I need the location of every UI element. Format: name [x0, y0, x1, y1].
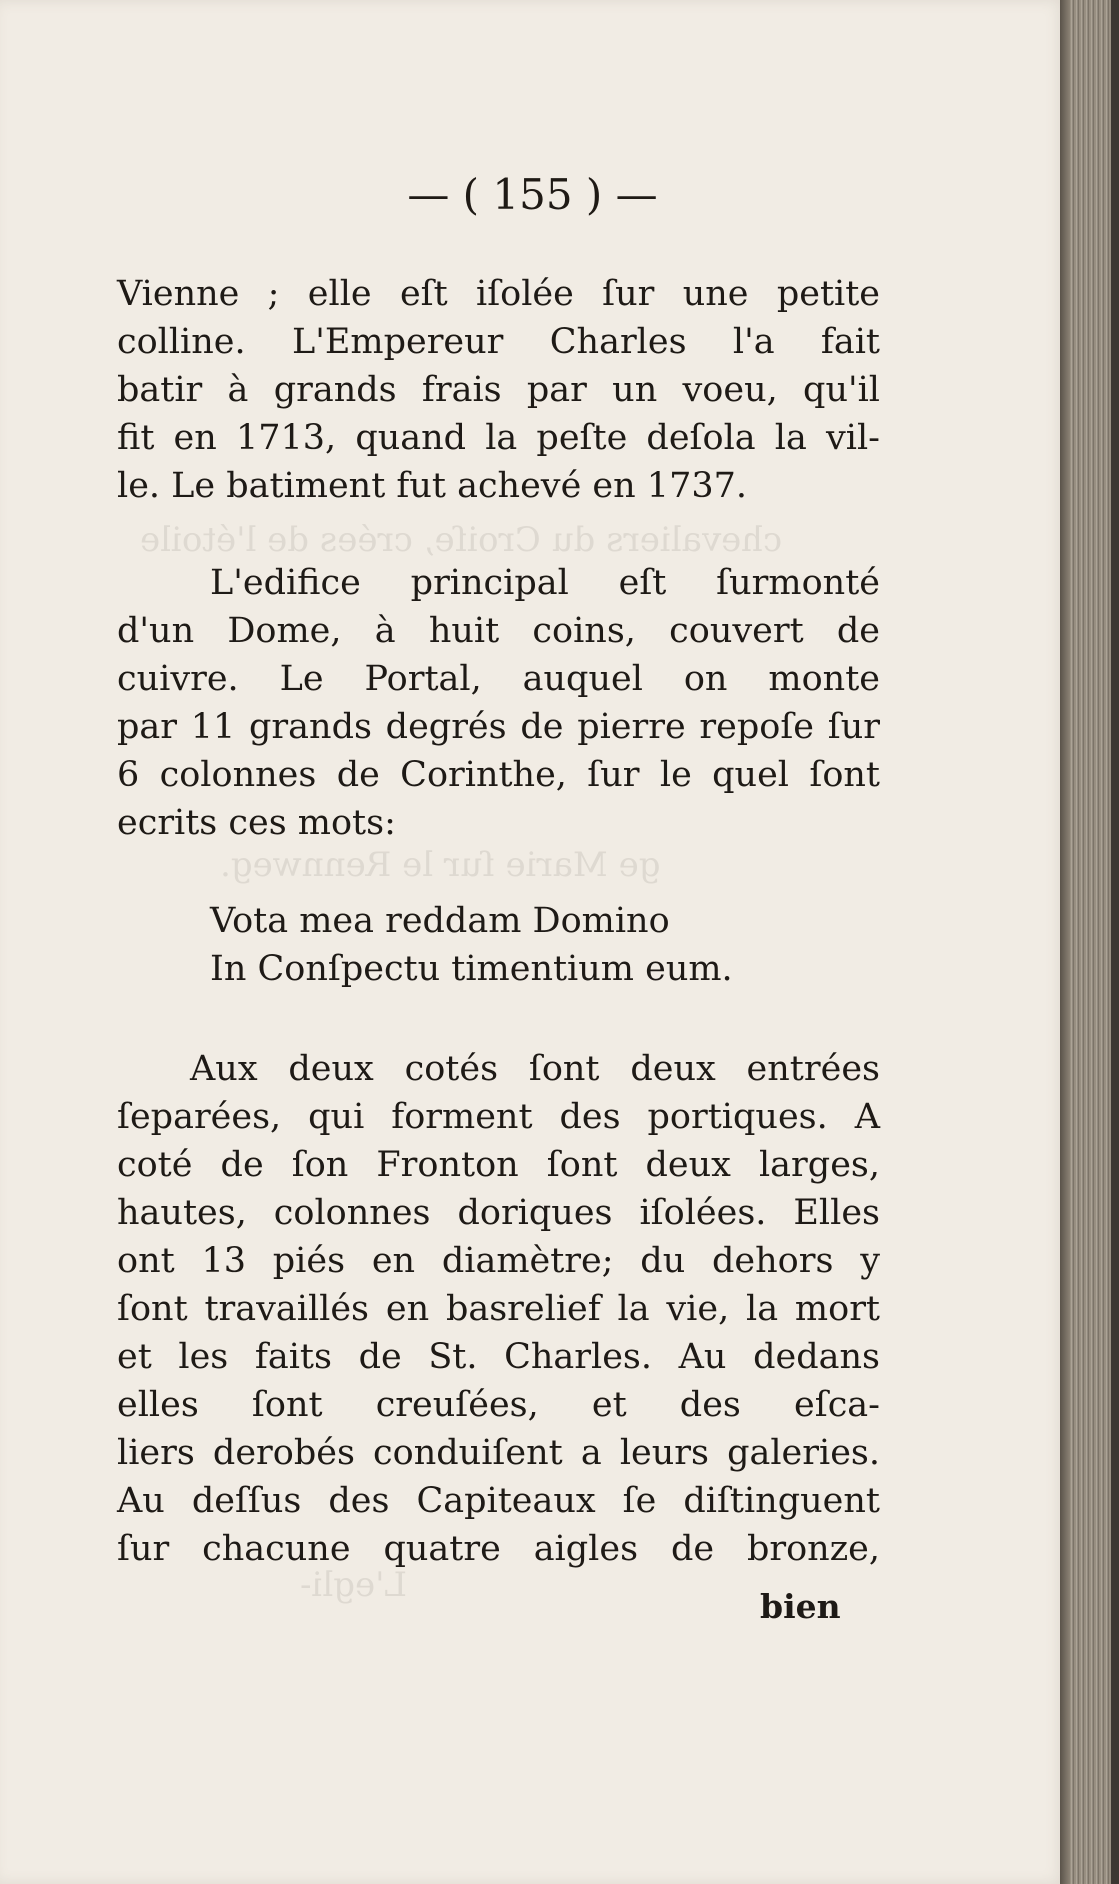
text-line: Au deſſus des Capiteaux ſe diſtinguent — [117, 1481, 880, 1521]
text-line: ont 13 piés en diamètre; du dehors y — [117, 1241, 880, 1281]
bleed-through-2: ge Marie ſur le Rennweg. — [220, 845, 661, 885]
text-line: d'un Dome, à huit coins, couvert de — [117, 611, 880, 651]
catchword: bien — [760, 1587, 841, 1626]
text-line: hautes, colonnes doriques iſolées. Elles — [117, 1193, 880, 1233]
bleed-through-3: L'egli- — [300, 1565, 408, 1605]
text-line: fit en 1713, quand la peſte deſola la vil- — [117, 418, 880, 458]
text-line: ſur chacune quatre aigles de bronze, — [117, 1529, 880, 1569]
text-line: coté de ſon Fronton ſont deux larges, — [117, 1145, 880, 1185]
text-line: le. Le batiment fut achevé en 1737. — [117, 466, 747, 506]
text-line: colline. L'Empereur Charles l'a fait — [117, 322, 880, 362]
text-line: batir à grands frais par un voeu, qu'il — [117, 370, 880, 410]
text-line: 6 colonnes de Corinthe, ſur le quel ſont — [117, 755, 880, 795]
text-line: liers derobés conduiſent a leurs galeries. — [117, 1433, 880, 1473]
text-line: et les faits de St. Charles. Au dedans — [117, 1337, 880, 1377]
text-line: L'edifice principal eſt ſurmonté — [210, 563, 880, 603]
bleed-through-1: chevaliers du Croiſe, crées de l'étoile — [140, 520, 783, 560]
text-line: par 11 grands degrés de pierre repoſe ſur — [117, 707, 880, 747]
text-line: cuivre. Le Portal, auquel on monte — [117, 659, 880, 699]
verse-line: Vota mea reddam Domino — [210, 901, 670, 941]
text-line: ſont travaillés en basrelief la vie, la mort — [117, 1289, 880, 1329]
verse-line: In Conſpectu timentium eum. — [210, 949, 733, 989]
text-line: Aux deux cotés ſont deux entrées — [190, 1049, 880, 1089]
page-number: — ( 155 ) — — [407, 170, 658, 219]
text-line: elles ſont creuſées, et des eſca- — [117, 1385, 880, 1425]
page-edge-stack — [1060, 0, 1119, 1884]
text-line: Vienne ; elle eſt iſolée ſur une petite — [117, 274, 880, 314]
text-line: ecrits ces mots: — [117, 803, 396, 843]
text-line: ſeparées, qui forment des portiques. A — [117, 1097, 880, 1137]
